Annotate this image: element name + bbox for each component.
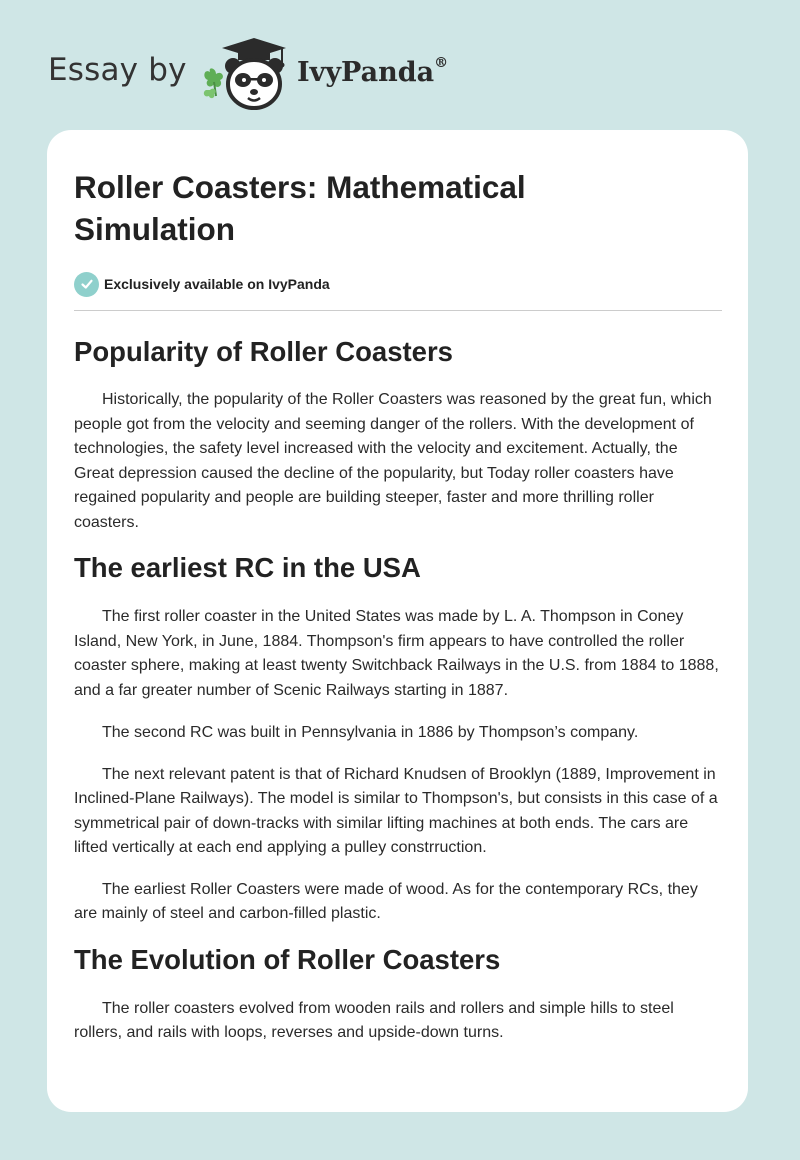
registered-mark: ® (434, 55, 449, 71)
title-divider (74, 310, 722, 311)
essay-by-label: Essay by (48, 52, 187, 88)
site-header (0, 0, 800, 130)
exclusive-label: Exclusively available on IvyPanda (104, 276, 330, 292)
brand-name[interactable] (297, 57, 448, 88)
paragraph: The next relevant patent is that of Richard Knudsen of Brooklyn (1889, Improvement in Inclined-Plane Railways). The model is similar to Thompson's, but consists in this case of a symmetrical pair of down-tracks with similar lifting machines at both ends. The cars are lifted vertically at each end applying a pulley constrruction. (74, 765, 718, 856)
exclusive-badge (74, 270, 721, 298)
section-heading-evolution: The Evolution of Roller Coasters (74, 943, 501, 975)
paragraph: The first roller coaster in the United States was made by L. A. Thompson in Coney Island, New York, in June, 1884. Thompson's firm appears to have controlled the roller coaster sphere, making at least twenty Switchback Railways in the U.S. from 1884 to 1888, and a far greater number of Scenic Railways starting in 1887. (74, 608, 719, 699)
section-heading-popularity: Popularity of Roller Coasters (74, 336, 453, 367)
page-title: Roller Coasters: Mathematical Simulation (74, 169, 526, 247)
check-icon (74, 272, 99, 297)
essay-card (47, 130, 748, 1112)
paragraph: The roller coasters evolved from wooden rails and rollers and simple hills to steel rollers, and rails with loops, reverses and upside-down turns. (74, 999, 674, 1041)
panda-logo-icon[interactable] (196, 34, 292, 112)
paragraph: The earliest Roller Coasters were made of wood. As for the contemporary RCs, they are mainly of steel and carbon-filled plastic. (74, 880, 698, 922)
paragraph: The second RC was built in Pennsylvania in 1886 by Thompson’s company. (102, 724, 639, 741)
section-heading-earliest-rc: The earliest RC in the USA (74, 552, 421, 583)
brand-text: IvyPanda (297, 57, 435, 88)
paragraph: Historically, the popularity of the Roller Coasters was reasoned by the great fun, which people got from the velocity and seeming danger of the rollers. With the development of technologies, the safety level increased with the velocity and excitement. Actually, the Great depression caused the decline of the popularity, but Today roller coasters have regained popularity and people are building steeper, faster and more thrilling roller coasters. (74, 391, 712, 531)
